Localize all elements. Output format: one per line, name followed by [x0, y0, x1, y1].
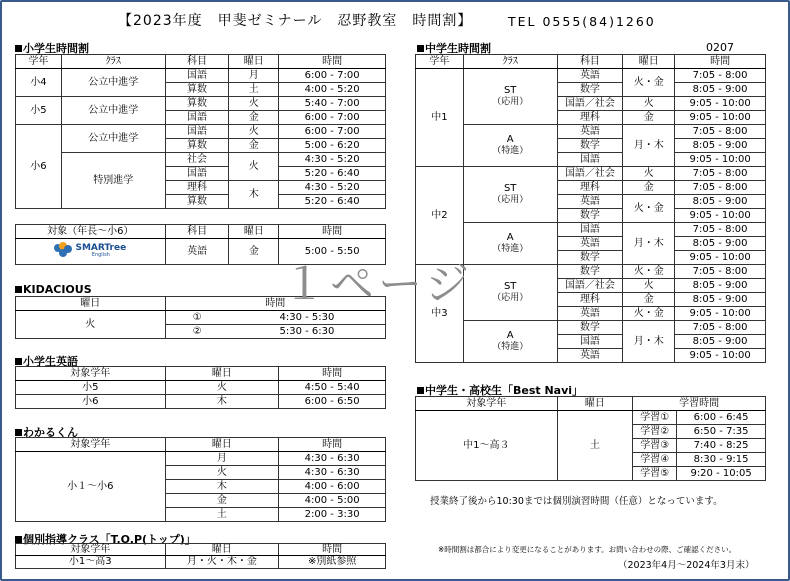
- time-cell: 6:00 - 7:00: [279, 69, 386, 83]
- subject-cell: 理科: [557, 293, 623, 307]
- time-cell: 9:05 - 10:00: [675, 111, 766, 125]
- table-header-row: [16, 544, 386, 556]
- time-cell: 4:50 - 5:40: [279, 381, 386, 395]
- column-header: 時間: [675, 55, 766, 69]
- smartree-logo: SMARTree English: [16, 239, 166, 265]
- subject-cell: 国語: [557, 223, 623, 237]
- column-header: 時間: [279, 225, 386, 239]
- time-cell: 6:00 - 6:45: [677, 411, 766, 425]
- time-cell: 5:30 - 6:30: [229, 325, 386, 339]
- day-cell: 金: [229, 239, 279, 265]
- day-cell: 土: [557, 411, 633, 481]
- day-cell: 火: [165, 466, 279, 480]
- bestnavi-table: [415, 396, 766, 481]
- table-header-row: [16, 225, 386, 239]
- column-header: 対象学年: [416, 397, 558, 411]
- time-cell: 6:00 - 6:50: [279, 395, 386, 409]
- time-cell: 4:30 - 5:20: [279, 181, 386, 195]
- day-cell: 月・木: [623, 321, 675, 363]
- class-cell: 公立中進学: [61, 125, 165, 153]
- tree-logo-icon: [54, 242, 72, 258]
- top-section-title: 個別指導クラス「T.O.P(トップ)」: [15, 531, 196, 547]
- session-label: 学習①: [633, 411, 677, 425]
- table-row: [416, 167, 766, 181]
- class-cell: ST （応用）: [463, 167, 557, 223]
- number-cell: ②: [165, 325, 229, 339]
- column-header: 時間: [279, 55, 386, 69]
- subject-cell: 理科: [557, 181, 623, 195]
- day-cell: 木: [229, 181, 279, 209]
- session-label: 学習④: [633, 453, 677, 467]
- day-cell: 火: [165, 381, 279, 395]
- column-header: 学年: [416, 55, 464, 69]
- subject-cell: 国語: [165, 125, 229, 139]
- time-cell: 6:00 - 7:00: [279, 111, 386, 125]
- time-cell: 7:05 - 8:00: [675, 69, 766, 83]
- grade-cell: 小6: [16, 395, 166, 409]
- day-cell: 火: [623, 97, 675, 111]
- time-cell: 8:05 - 9:00: [675, 279, 766, 293]
- time-cell: 4:00 - 6:00: [279, 480, 386, 494]
- time-cell: 9:05 - 10:00: [675, 349, 766, 363]
- day-cell: 火・金: [623, 307, 675, 321]
- grade-cell: 中1～高３: [416, 411, 558, 481]
- time-cell: ※別紙参照: [279, 556, 386, 569]
- day-cell: 木: [165, 480, 279, 494]
- column-header: 曜日: [557, 397, 633, 411]
- time-cell: 7:05 - 8:00: [675, 321, 766, 335]
- time-cell: 7:05 - 8:00: [675, 265, 766, 279]
- elementary-section-title: 小学生時間割: [15, 40, 89, 56]
- column-header: 時間: [165, 297, 385, 311]
- time-cell: 9:05 - 10:00: [675, 251, 766, 265]
- column-header: 対象（年長～小6）: [16, 225, 166, 239]
- time-cell: 8:30 - 9:15: [677, 453, 766, 467]
- table-row: [416, 125, 766, 139]
- time-cell: 4:00 - 5:00: [279, 494, 386, 508]
- bestnavi-section-title: 中学生・高校生「Best Navi」: [417, 382, 583, 398]
- time-cell: 8:05 - 9:00: [675, 195, 766, 209]
- time-cell: 9:20 - 10:05: [677, 467, 766, 481]
- class-cell: A （特進）: [463, 125, 557, 167]
- subject-cell: 数学: [557, 139, 623, 153]
- time-cell: 8:05 - 9:00: [675, 83, 766, 97]
- column-header: 曜日: [229, 55, 279, 69]
- subject-cell: 数学: [557, 321, 623, 335]
- page-title: 【2023年度 甲斐ゼミナール 忍野教室 時間割】: [118, 13, 473, 29]
- subject-cell: 英語: [557, 195, 623, 209]
- grade-cell: 小5: [16, 381, 166, 395]
- column-header: 学習時間: [633, 397, 766, 411]
- time-cell: 4:30 - 6:30: [279, 452, 386, 466]
- table-row: [16, 97, 386, 111]
- bullet-square-icon: [15, 286, 22, 293]
- subject-cell: 英語: [557, 349, 623, 363]
- time-cell: 4:30 - 5:30: [229, 311, 386, 325]
- page-watermark: １ページ: [282, 259, 474, 310]
- column-header: 曜日: [165, 544, 279, 556]
- class-cell: 公立中進学: [61, 97, 165, 125]
- table-header-row: [416, 55, 766, 69]
- subject-cell: 国語: [557, 335, 623, 349]
- subject-cell: 英語: [557, 125, 623, 139]
- table-row: [16, 69, 386, 83]
- wakaru-table: [15, 437, 386, 522]
- subject-cell: 国語: [165, 111, 229, 125]
- time-cell: 5:00 - 6:20: [279, 139, 386, 153]
- class-cell: 公立中進学: [61, 69, 165, 97]
- session-label: 学習③: [633, 439, 677, 453]
- table-row: [16, 381, 386, 395]
- day-cell: 月: [229, 69, 279, 83]
- subject-cell: 英語: [557, 307, 623, 321]
- day-cell: 火・金: [623, 265, 675, 279]
- column-header: 曜日: [165, 367, 279, 381]
- subject-cell: 数学: [557, 209, 623, 223]
- day-cell: 金: [229, 139, 279, 153]
- subject-cell: 英語: [557, 69, 623, 83]
- day-cell: 火: [229, 125, 279, 139]
- day-cell: 月・木: [623, 125, 675, 167]
- day-cell: 金: [623, 111, 675, 125]
- subject-cell: 社会: [165, 153, 229, 167]
- time-cell: 8:05 - 9:00: [675, 335, 766, 349]
- time-cell: 7:05 - 8:00: [675, 167, 766, 181]
- table-row: [416, 411, 766, 425]
- table-row: [416, 223, 766, 237]
- day-cell: 金: [623, 181, 675, 195]
- session-label: 学習②: [633, 425, 677, 439]
- day-cell: 火: [229, 153, 279, 181]
- column-header: 曜日: [623, 55, 675, 69]
- time-cell: 5:00 - 5:50: [279, 239, 386, 265]
- self-study-note: 授業終了後から10:30までは個別演習時間（任意）となっています。: [430, 496, 723, 507]
- junior-section-title: 中学生時間割: [417, 40, 491, 56]
- time-cell: 2:00 - 3:30: [279, 508, 386, 522]
- subject-cell: 国語: [557, 153, 623, 167]
- time-cell: 8:05 - 9:00: [675, 139, 766, 153]
- column-header: 学年: [16, 55, 62, 69]
- column-header: 対象学年: [16, 367, 166, 381]
- bullet-square-icon: [15, 429, 22, 436]
- bullet-square-icon: [417, 45, 424, 52]
- period-note: （2023年4月～2024年3月末）: [618, 560, 755, 571]
- junior-table: [415, 54, 766, 363]
- day-cell: 金: [165, 494, 279, 508]
- grade-cell: 小4: [16, 69, 62, 97]
- day-cell: 火: [229, 97, 279, 111]
- subject-cell: 理科: [557, 111, 623, 125]
- column-header: 対象学年: [16, 544, 166, 556]
- subject-cell: 数学: [557, 265, 623, 279]
- subject-cell: 国語／社会: [557, 167, 623, 181]
- bullet-square-icon: [417, 387, 424, 394]
- table-row: [416, 321, 766, 335]
- column-header: ｸﾗｽ: [61, 55, 165, 69]
- time-cell: 9:05 - 10:00: [675, 153, 766, 167]
- subject-cell: 国語: [165, 167, 229, 181]
- subject-cell: 算数: [165, 195, 229, 209]
- time-cell: 8:05 - 9:00: [675, 293, 766, 307]
- time-cell: 5:20 - 6:40: [279, 167, 386, 181]
- bullet-square-icon: [15, 45, 22, 52]
- document-code: 0207: [706, 41, 734, 54]
- day-cell: 木: [165, 395, 279, 409]
- subject-cell: 国語／社会: [557, 279, 623, 293]
- day-cell: 金: [229, 111, 279, 125]
- column-header: 曜日: [165, 438, 279, 452]
- day-cell: 火・金: [623, 69, 675, 97]
- top-table: [15, 543, 386, 569]
- table-row: [16, 311, 386, 325]
- subject-cell: 数学: [557, 83, 623, 97]
- column-header: ｸﾗｽ: [463, 55, 557, 69]
- subject-cell: 算数: [165, 83, 229, 97]
- class-cell: A （特進）: [463, 223, 557, 265]
- elem-english-section-title: 小学生英語: [15, 353, 78, 369]
- wakaru-section-title: わかるくん: [15, 424, 78, 440]
- day-cell: 火・金: [623, 195, 675, 223]
- day-cell: 月: [165, 452, 279, 466]
- table-row: [16, 153, 386, 167]
- time-cell: 4:30 - 5:20: [279, 153, 386, 167]
- grade-cell: 小1～高3: [16, 556, 166, 569]
- day-cell: 火: [16, 311, 166, 339]
- time-cell: 7:05 - 8:00: [675, 181, 766, 195]
- column-header: 時間: [279, 367, 386, 381]
- class-cell: ST （応用）: [463, 265, 557, 321]
- day-cell: 金: [623, 293, 675, 307]
- time-cell: 7:05 - 8:00: [675, 223, 766, 237]
- elementary-table: [15, 54, 386, 209]
- table-row: [416, 69, 766, 83]
- table-header-row: [16, 367, 386, 381]
- table-row: [16, 556, 386, 569]
- class-cell: A （特進）: [463, 321, 557, 363]
- table-row: [16, 452, 386, 466]
- day-cell: 土: [229, 83, 279, 97]
- telephone: TEL 0555(84)1260: [508, 14, 656, 29]
- time-cell: 7:40 - 8:25: [677, 439, 766, 453]
- grade-cell: 中3: [416, 265, 464, 363]
- subject-cell: 国語: [165, 69, 229, 83]
- column-header: 曜日: [229, 225, 279, 239]
- column-header: 科目: [165, 55, 229, 69]
- time-cell: 8:05 - 9:00: [675, 237, 766, 251]
- column-header: 曜日: [16, 297, 166, 311]
- time-cell: 9:05 - 10:00: [675, 209, 766, 223]
- subject-cell: 数学: [557, 251, 623, 265]
- column-header: 時間: [279, 544, 386, 556]
- day-cell: 火: [623, 279, 675, 293]
- class-cell: 特別進学: [61, 153, 165, 209]
- subject-cell: 理科: [165, 181, 229, 195]
- day-cell: 火: [623, 167, 675, 181]
- kidacious-section-title: KIDACIOUS: [15, 283, 92, 296]
- bullet-square-icon: [15, 536, 22, 543]
- time-cell: 9:05 - 10:00: [675, 307, 766, 321]
- subject-cell: 算数: [165, 97, 229, 111]
- day-cell: 月・火・木・金: [165, 556, 279, 569]
- column-header: 科目: [165, 225, 229, 239]
- day-cell: 月・木: [623, 223, 675, 265]
- grade-cell: 小6: [16, 125, 62, 209]
- number-cell: ①: [165, 311, 229, 325]
- subject-cell: 英語: [165, 239, 229, 265]
- day-cell: 土: [165, 508, 279, 522]
- subject-cell: 算数: [165, 139, 229, 153]
- change-note: ※時間割は都合により変更になることがあります。お問い合わせの際、ご確認ください。: [438, 545, 737, 554]
- time-cell: 5:20 - 6:40: [279, 195, 386, 209]
- subject-cell: 英語: [557, 237, 623, 251]
- column-header: 時間: [279, 438, 386, 452]
- time-cell: 4:00 - 5:20: [279, 83, 386, 97]
- grade-cell: 中2: [416, 167, 464, 265]
- table-header-row: [16, 438, 386, 452]
- table-header-row: [16, 55, 386, 69]
- column-header: 科目: [557, 55, 623, 69]
- session-label: 学習⑤: [633, 467, 677, 481]
- column-header: 対象学年: [16, 438, 166, 452]
- time-cell: 7:05 - 8:00: [675, 125, 766, 139]
- class-cell: ST （応用）: [463, 69, 557, 125]
- time-cell: 5:40 - 7:00: [279, 97, 386, 111]
- table-row: [16, 395, 386, 409]
- table-header-row: [416, 397, 766, 411]
- grade-cell: 小5: [16, 97, 62, 125]
- time-cell: 9:05 - 10:00: [675, 97, 766, 111]
- grade-cell: 小１～小6: [16, 452, 166, 522]
- time-cell: 6:50 - 7:35: [677, 425, 766, 439]
- time-cell: 4:30 - 6:30: [279, 466, 386, 480]
- bullet-square-icon: [15, 358, 22, 365]
- subject-cell: 国語／社会: [557, 97, 623, 111]
- table-row: [16, 125, 386, 139]
- time-cell: 6:00 - 7:00: [279, 125, 386, 139]
- grade-cell: 中1: [416, 69, 464, 167]
- elem-english-table: [15, 366, 386, 409]
